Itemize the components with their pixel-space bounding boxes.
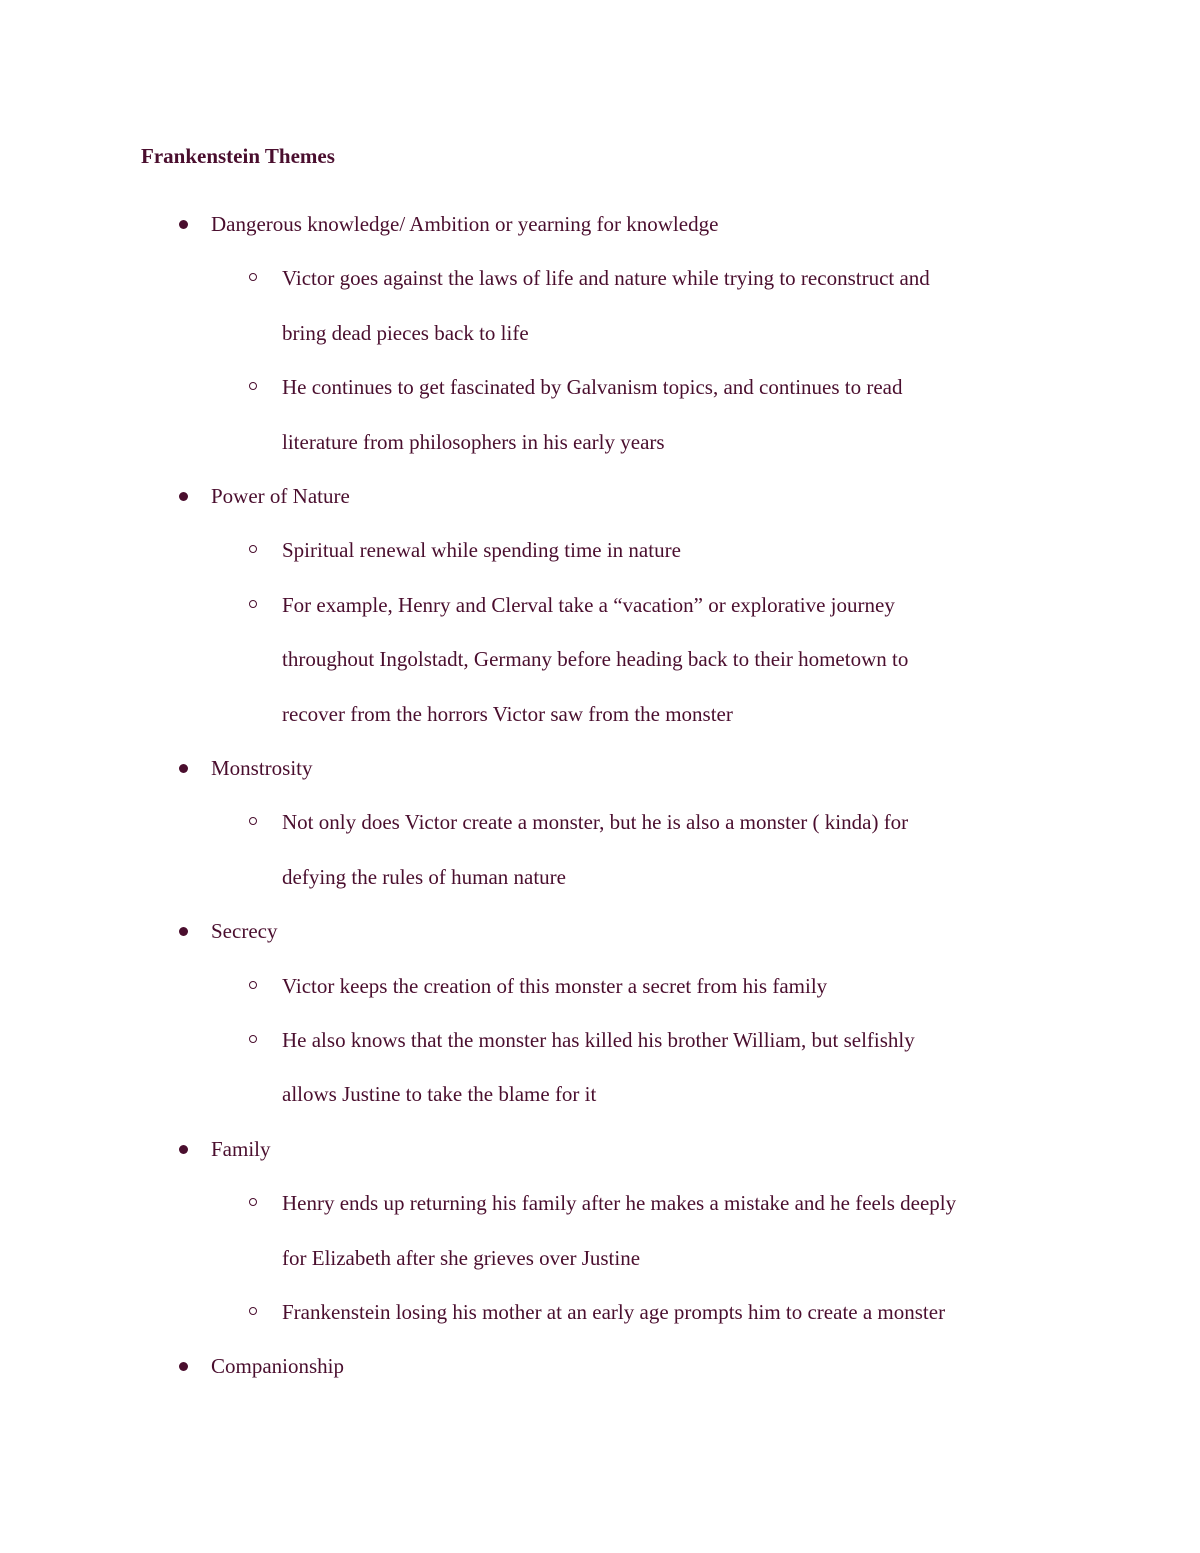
hollow-bullet-icon — [249, 1307, 257, 1315]
point-text-line: literature from philosophers in his early years — [282, 429, 665, 454]
point-text-line: bring dead pieces back to life — [282, 320, 529, 345]
hollow-bullet-icon — [249, 382, 257, 390]
point-text-line: He continues to get fascinated by Galvanism topics, and continues to read — [282, 375, 903, 400]
filled-bullet-icon — [179, 492, 188, 501]
filled-bullet-icon — [179, 220, 188, 229]
filled-bullet-icon — [179, 927, 188, 936]
point-text-line: for Elizabeth after she grieves over Justine — [282, 1245, 641, 1270]
theme-row — [0, 1135, 1200, 1189]
filled-bullet-icon — [179, 1362, 188, 1371]
point-text-line: Frankenstein losing his mother at an early age prompts him to create a monster — [282, 1299, 946, 1324]
document-title: Frankenstein Themes — [141, 144, 335, 168]
point-text-line: Victor goes against the laws of life and nature while trying to reconstruct and — [282, 266, 930, 291]
point-text-line: He also knows that the monster has killed his brother William, but selfishly — [282, 1027, 915, 1052]
filled-bullet-icon — [179, 764, 188, 773]
theme-row — [0, 482, 1200, 536]
point-text-line: defying the rules of human nature — [282, 864, 566, 889]
hollow-bullet-icon — [249, 817, 257, 825]
filled-bullet-icon — [179, 1145, 188, 1154]
point-text-line: recover from the horrors Victor saw from the monster — [282, 701, 733, 726]
theme-label: Companionship — [211, 1354, 345, 1379]
theme-label: Family — [211, 1136, 271, 1161]
point-text-line: Henry ends up returning his family after he makes a mistake and he feels deeply — [282, 1191, 957, 1216]
point-text-line: Victor keeps the creation of this monster a secret from his family — [282, 973, 828, 998]
hollow-bullet-icon — [249, 1035, 257, 1043]
hollow-bullet-icon — [249, 1198, 257, 1206]
theme-label: Secrecy — [211, 919, 278, 944]
point-text-line: For example, Henry and Clerval take a “vacation” or explorative journey — [282, 592, 895, 617]
point-text-line: Not only does Victor create a monster, but he is also a monster ( kinda) for — [282, 810, 909, 835]
theme-label: Power of Nature — [211, 484, 350, 508]
theme-row — [0, 917, 1200, 971]
point-text-line: allows Justine to take the blame for it — [282, 1082, 597, 1107]
hollow-bullet-icon — [249, 981, 257, 989]
hollow-bullet-icon — [249, 273, 257, 281]
hollow-bullet-icon — [249, 600, 257, 608]
theme-row — [0, 1352, 1200, 1406]
hollow-bullet-icon — [249, 545, 257, 553]
point-text-line: Spiritual renewal while spending time in nature — [282, 538, 681, 563]
theme-row — [0, 754, 1200, 808]
theme-row — [0, 210, 1200, 264]
theme-label: Dangerous knowledge/ Ambition or yearning for knowledge — [211, 212, 719, 236]
theme-label: Monstrosity — [211, 756, 313, 780]
point-text-line: throughout Ingolstadt, Germany before heading back to their hometown to — [282, 647, 909, 672]
